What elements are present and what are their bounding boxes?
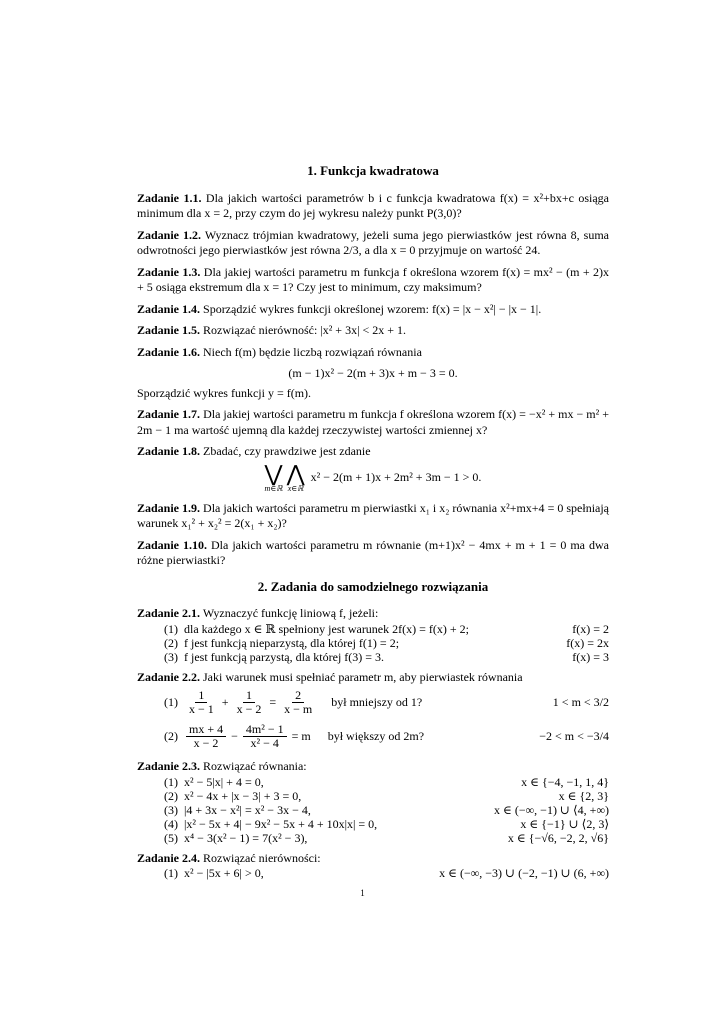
fraction (186, 723, 226, 750)
item-text: x⁴ − 3(x² − 1) = 7(x² − 3), (184, 830, 308, 845)
item-number: (5) (164, 830, 178, 845)
task-label: Zadanie 1.3. (137, 264, 201, 279)
task-1-7 (137, 407, 609, 438)
item-number: (2) (164, 729, 178, 743)
numerator: mx + 4 (186, 723, 226, 737)
item-text: dla każdego x ∈ ℝ spełniony jest warunek 2f(x) = f(x) + 2; (184, 621, 469, 636)
task-text: Dla jakich wartości parametrów b i c funkcja kwadratowa f(x) = x²+bx+c osiąga minimum dla x = 2, przy czym do jej wykresu należy punkt P(3,0)? (137, 190, 610, 220)
task-label: Zadanie 1.6. (137, 344, 201, 359)
task-label: Zadanie 2.1. (137, 606, 201, 620)
operator: + (221, 695, 229, 709)
item-answer: f(x) = 2x (566, 635, 609, 650)
list-item (137, 831, 609, 845)
forall-subscript: x∈ℝ (287, 483, 304, 493)
numerator: 4m² − 1 (243, 723, 287, 737)
fraction (243, 723, 287, 750)
document-body (137, 163, 609, 886)
list-item (137, 775, 609, 789)
item-number: (3) (164, 649, 178, 664)
task-text: Rozwiązać nierówności: (203, 850, 321, 865)
task-label: Zadanie 1.2. (137, 227, 202, 242)
quantified-expression: x² − 2(m + 1)x + 2m² + 3m − 1 > 0. (310, 470, 482, 485)
item-condition: był większy od 2m? (327, 729, 425, 743)
denominator: x − 2 (236, 701, 262, 716)
list-item (137, 866, 609, 880)
task-text: Dla jakiej wartości parametru m funkcja f określona wzorem f(x) = mx² − (m + 2)x + 5 osiąga ekstremum dla x = 1? Czy jest to minimum, czy maksimum? (137, 264, 610, 294)
denominator: x − m (284, 701, 313, 716)
item-answer: x ∈ {−4, −1, 1, 4} (521, 774, 609, 789)
item-answer: f(x) = 3 (572, 649, 609, 664)
task-label: Zadanie 1.10. (137, 537, 208, 552)
list-item (137, 803, 609, 817)
item-number: (1) (164, 695, 178, 709)
task-text: Niech f(m) będzie liczbą rozwiązań równania (203, 344, 422, 359)
task-2-4 (137, 851, 609, 881)
exists-subscript: m∈ℝ (264, 483, 283, 493)
list-item (137, 719, 609, 753)
item-number: (1) (164, 774, 178, 789)
task-label: Zadanie 2.2. (137, 669, 201, 684)
task-text: Wyznacz trójmian kwadratowy, jeżeli suma jego pierwiastków jest równa 8, suma odwrotności jego pierwiastków jest równa 2/3, a dla x = 0 przyjmuje on wartość 24. (137, 227, 609, 257)
quantified-statement (137, 460, 609, 493)
forall-symbol: ⋀ (286, 460, 305, 486)
task-1-2 (137, 228, 609, 259)
item-text: |4 + 3x − x²| = x² − 3x − 4, (184, 802, 311, 817)
item-answer: x ∈ (−∞, −3) ∪ (−2, −1) ∪ (6, +∞) (439, 866, 609, 880)
task-label: Zadanie 2.3. (137, 759, 201, 773)
section-2-title: 2. Zadania do samodzielnego rozwiązania (257, 578, 489, 594)
exists-quantifier (264, 460, 283, 493)
task-2-3 (137, 759, 609, 845)
operator: − (231, 729, 238, 743)
item-text: |x² − 5x + 4| − 9x² − 5x + 4 + 10x|x| = 0, (184, 816, 378, 831)
item-number: (2) (164, 635, 178, 650)
fraction (186, 689, 217, 716)
task-text: Zbadać, czy prawdziwe jest zdanie (203, 444, 371, 458)
task-2-1 (137, 606, 609, 664)
item-answer: x ∈ {2, 3} (558, 788, 609, 803)
item-number: (1) (164, 621, 178, 636)
operator: = (269, 695, 277, 709)
fraction (281, 689, 315, 716)
task-text: Rozwiązać równania: (203, 759, 307, 773)
denominator: x − 2 (193, 735, 219, 750)
item-number: (2) (164, 788, 178, 803)
item-answer: x ∈ {−1} ∪ ⟨2, 3⟩ (520, 816, 609, 831)
list-item (137, 650, 609, 664)
exists-symbol: ⋁ (264, 460, 283, 486)
display-equation: (m − 1)x² − 2(m + 3)x + m − 3 = 0. (288, 366, 458, 380)
item-condition: był mniejszy od 1? (331, 695, 423, 709)
item-answer: f(x) = 2 (572, 621, 609, 636)
item-number: (3) (164, 802, 178, 817)
task-text: Dla jakich wartości parametru m pierwiastki x₁ i x₂ równania x²+mx+4 = 0 spełniają warunek x₁² + x₂² = 2(x₁ + x₂)? (137, 500, 610, 530)
task-1-3 (137, 265, 609, 296)
list-item (137, 685, 609, 719)
task-2-2 (137, 670, 609, 754)
task-text: Wyznaczyć funkcję liniową f, jeżeli: (202, 606, 379, 620)
list-item (137, 789, 609, 803)
task-1-5 (137, 323, 609, 339)
numerator: 2 (292, 689, 304, 703)
list-item (137, 636, 609, 650)
list-item (137, 622, 609, 636)
list-item (137, 817, 609, 831)
task-label: Zadanie 2.4. (137, 850, 201, 865)
page-number: 1 (360, 888, 365, 898)
task-text: Dla jakiej wartości parametru m funkcja f określona wzorem f(x) = −x² + mx − m² + 2m − 1 ma wartość ujemną dla każdej rzeczywistej wartości zmiennej x? (137, 407, 610, 437)
fraction (234, 689, 265, 716)
task-text-after: Sporządzić wykres funkcji y = f(m). (137, 385, 312, 400)
forall-quantifier (286, 460, 305, 493)
item-answer: x ∈ {−√6, −2, 2, √6} (507, 830, 609, 845)
item-number: (4) (164, 816, 178, 831)
numerator: 1 (243, 689, 255, 703)
denominator: x² − 4 (250, 735, 279, 750)
item-text: x² − 4x + |x − 3| + 3 = 0, (184, 788, 302, 803)
item-answer: 1 < m < 3/2 (552, 695, 609, 709)
item-answer: −2 < m < −3/4 (539, 729, 609, 743)
section-1-title: 1. Funkcja kwadratowa (307, 163, 439, 178)
task-1-1 (137, 191, 609, 222)
task-1-6 (137, 345, 609, 402)
task-1-8 (137, 444, 609, 493)
task-label: Zadanie 1.9. (137, 500, 201, 515)
item-answer: x ∈ (−∞, −1) ∪ ⟨4, +∞) (493, 802, 609, 817)
operator: = m (291, 729, 311, 743)
numerator: 1 (195, 689, 207, 703)
task-label: Zadanie 1.4. (137, 301, 201, 316)
item-text: x² − |5x + 6| > 0, (184, 866, 264, 880)
task-text: Rozwiązać nierówność: |x² + 3x| < 2x + 1. (203, 323, 407, 337)
task-label: Zadanie 1.5. (137, 323, 201, 337)
task-text: Dla jakich wartości parametru m równanie (m+1)x² − 4mx + m + 1 = 0 ma dwa różne pierwiastki? (137, 537, 609, 567)
item-text: x² − 5|x| + 4 = 0, (184, 774, 264, 789)
task-text: Jaki warunek musi spełniać parametr m, aby pierwiastek równania (203, 669, 523, 684)
item-number: (1) (164, 866, 178, 880)
task-1-4 (137, 302, 609, 318)
task-text: Sporządzić wykres funkcji określonej wzorem: f(x) = |x − x²| − |x − 1|. (203, 301, 542, 316)
task-1-10 (137, 538, 609, 569)
task-label: Zadanie 1.8. (137, 444, 201, 458)
task-1-9 (137, 501, 609, 532)
task-label: Zadanie 1.1. (137, 190, 202, 205)
item-text: f jest funkcją nieparzystą, dla której f(1) = 2; (184, 635, 400, 650)
denominator: x − 1 (189, 701, 214, 716)
task-label: Zadanie 1.7. (137, 407, 201, 421)
item-text: f jest funkcją parzystą, dla której f(3) = 3. (184, 649, 385, 664)
